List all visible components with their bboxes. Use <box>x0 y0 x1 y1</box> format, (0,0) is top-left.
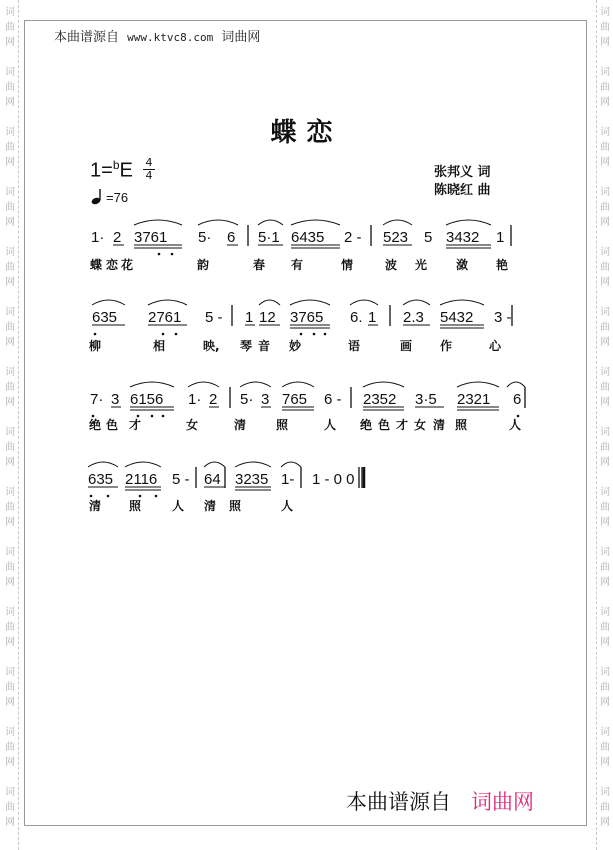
watermark-char: 曲 <box>5 22 15 33</box>
lyric-char: 有 <box>291 258 304 272</box>
octave-dot-below <box>175 333 178 336</box>
watermark-char: 词 <box>5 727 15 738</box>
lyric-char: 蝶 <box>90 258 103 272</box>
lyric-char: 照 <box>229 499 242 513</box>
note-0: 2 <box>113 229 122 246</box>
slur-arc <box>291 220 340 225</box>
lyric-char: 女 <box>414 418 427 432</box>
note-1: 1 <box>368 309 377 326</box>
watermark-char: 词 <box>5 787 15 798</box>
watermark-char: 曲 <box>600 322 610 333</box>
slur-arc <box>446 220 491 225</box>
watermark-char: 曲 <box>5 262 15 273</box>
note-2: 3·5 <box>415 391 437 408</box>
slur-arc <box>235 462 271 467</box>
watermark-char: 曲 <box>5 442 15 453</box>
watermark-char: 词 <box>600 367 610 378</box>
lyric-char: 光 <box>415 258 428 272</box>
watermark-char: 网 <box>5 517 15 528</box>
lyric-char: 画 <box>400 339 413 353</box>
watermark-char: 词 <box>5 7 15 18</box>
watermark-char: 曲 <box>5 322 15 333</box>
lyric-char: 波 <box>385 258 398 272</box>
watermark-char: 曲 <box>600 262 610 273</box>
watermark-char: 网 <box>5 157 15 168</box>
lyric-char: 清 <box>234 418 247 432</box>
slur-arc <box>259 300 280 305</box>
watermark-char: 词 <box>5 367 15 378</box>
lyric-char: 音 <box>258 339 271 353</box>
time-numerator: 4 <box>145 156 153 169</box>
lyric-char: 心 <box>489 339 502 353</box>
lyric-char: 语 <box>348 339 361 353</box>
slur-arc <box>281 462 301 467</box>
note-3: 1 - 0 0 <box>312 471 355 488</box>
octave-dot-below <box>324 333 327 336</box>
note-2: 5· <box>240 391 254 408</box>
watermark-char: 曲 <box>5 82 15 93</box>
footer-brand: 词曲网 <box>471 790 534 814</box>
slur-arc <box>92 300 125 305</box>
note-3: 2116 <box>125 471 158 488</box>
lyric-char: 琴 <box>240 339 253 353</box>
lyric-char: 人 <box>172 499 185 513</box>
watermark-char: 网 <box>5 37 15 48</box>
watermark-char: 曲 <box>600 562 610 573</box>
note-2: 3 <box>111 391 120 408</box>
lyric-char: 人 <box>509 418 522 432</box>
watermark-char: 网 <box>5 817 15 828</box>
note-2: 6 - <box>324 391 342 408</box>
note-1: 2.3 <box>403 309 424 326</box>
watermark-char: 词 <box>5 487 15 498</box>
watermark-char: 网 <box>5 757 15 768</box>
song-title: 蝶恋 <box>270 118 343 148</box>
lyric-char: 清 <box>204 499 217 513</box>
watermark-char: 词 <box>600 727 610 738</box>
lyric-char: 色 <box>106 418 119 432</box>
octave-dot-below <box>151 415 154 418</box>
note-2: 2 <box>209 391 218 408</box>
lyric-char: 花 <box>121 258 134 272</box>
octave-dot-below <box>107 495 110 498</box>
note-1: 3 - <box>494 309 512 326</box>
lyric-char: 人 <box>281 499 294 513</box>
watermark-char: 网 <box>5 577 15 588</box>
watermark-char: 网 <box>600 517 610 528</box>
watermark-char: 网 <box>600 817 610 828</box>
watermark-char: 曲 <box>600 22 610 33</box>
watermark-char: 曲 <box>5 502 15 513</box>
watermark-char: 词 <box>5 127 15 138</box>
watermark-char: 网 <box>600 757 610 768</box>
lyric-char: 柳 <box>89 339 102 353</box>
watermark-char: 词 <box>600 487 610 498</box>
watermark-char: 词 <box>600 607 610 618</box>
lyric-char: 作 <box>440 339 453 353</box>
lyric-char: 恋 <box>106 258 119 272</box>
note-1: 5 - <box>205 309 223 326</box>
watermark-char: 曲 <box>600 682 610 693</box>
lyric-char: 色 <box>378 418 391 432</box>
slur-arc <box>130 382 174 387</box>
note-3: 64 <box>204 471 221 488</box>
slur-arc <box>363 382 404 387</box>
watermark-char: 词 <box>600 787 610 798</box>
lyric-char: 女 <box>186 418 199 432</box>
octave-dot-below <box>300 333 303 336</box>
octave-dot-below <box>171 253 174 256</box>
note-0: 3432 <box>446 229 480 246</box>
note-1: 12 <box>259 309 276 326</box>
watermark-char: 词 <box>600 427 610 438</box>
watermark-char: 词 <box>5 427 15 438</box>
note-0: 1· <box>91 229 105 246</box>
slur-arc <box>134 220 182 225</box>
note-0: 523 <box>383 229 409 246</box>
watermark-char: 词 <box>5 307 15 318</box>
watermark-char: 曲 <box>5 382 15 393</box>
octave-dot-below <box>162 333 165 336</box>
note-0: 1 <box>496 229 505 246</box>
octave-dot-below <box>94 333 97 336</box>
watermark-char: 网 <box>600 637 610 648</box>
header-source-label: 本曲谱源自 <box>54 30 120 45</box>
lyricist-credit: 张邦义 词 <box>434 165 491 180</box>
watermark-char: 网 <box>5 457 15 468</box>
watermark-char: 曲 <box>5 562 15 573</box>
watermark-char: 词 <box>5 247 15 258</box>
lyric-char: 绝 <box>360 418 373 432</box>
note-0: 6435 <box>291 229 325 246</box>
note-2: 2321 <box>457 391 491 408</box>
footer-source-label: 本曲谱源自 <box>346 790 451 814</box>
watermark-char: 曲 <box>5 682 15 693</box>
watermark-char: 曲 <box>600 742 610 753</box>
slur-arc <box>188 382 219 387</box>
watermark-char: 网 <box>5 397 15 408</box>
lyric-char: 照 <box>276 418 289 432</box>
slur-arc <box>198 220 238 225</box>
watermark-char: 词 <box>600 7 610 18</box>
watermark-char: 网 <box>600 277 610 288</box>
watermark-char: 词 <box>600 307 610 318</box>
lyric-char: 艳 <box>496 258 509 272</box>
watermark-char: 曲 <box>600 142 610 153</box>
watermark-char: 词 <box>5 547 15 558</box>
watermark-char: 词 <box>600 247 610 258</box>
watermark-char: 词 <box>5 67 15 78</box>
watermark-char: 曲 <box>600 442 610 453</box>
octave-dot-below <box>155 495 158 498</box>
watermark-char: 曲 <box>600 382 610 393</box>
lyric-char: 潋 <box>456 258 469 272</box>
watermark-char: 曲 <box>5 742 15 753</box>
watermark-char: 网 <box>600 157 610 168</box>
slur-arc <box>258 220 283 225</box>
composer-credit: 陈晓红 曲 <box>434 183 491 198</box>
note-1: 6. <box>350 309 363 326</box>
lyric-char: 照 <box>455 418 468 432</box>
slur-arc <box>125 462 161 467</box>
watermark-char: 网 <box>600 37 610 48</box>
note-1: 5432 <box>440 309 474 326</box>
lyric-char: 照 <box>129 499 142 513</box>
note-2: 1· <box>188 391 202 408</box>
slur-arc <box>457 382 499 387</box>
header-site-name: 词曲网 <box>221 30 261 45</box>
slur-arc <box>240 382 271 387</box>
slur-arc <box>282 382 314 387</box>
key-flat: b <box>112 158 120 172</box>
watermark-char: 词 <box>600 667 610 678</box>
watermark-char: 网 <box>600 397 610 408</box>
note-2: 7· <box>90 391 104 408</box>
watermark-char: 网 <box>600 577 610 588</box>
watermark-char: 网 <box>600 457 610 468</box>
note-3: 5 - <box>172 471 190 488</box>
slur-arc <box>290 300 330 305</box>
watermark-char: 词 <box>600 127 610 138</box>
watermark-char: 网 <box>5 697 15 708</box>
watermark-char: 曲 <box>600 202 610 213</box>
note-2: 2352 <box>363 391 397 408</box>
watermark-char: 网 <box>5 277 15 288</box>
note-0: 3761 <box>134 229 168 246</box>
lyric-char: 情 <box>341 258 354 272</box>
lyric-char: 相 <box>153 339 166 353</box>
note-1: 635 <box>92 309 118 326</box>
note-2: 3 <box>261 391 270 408</box>
note-3: 1- <box>281 471 295 488</box>
note-2: 6156 <box>130 391 164 408</box>
tempo-value: =76 <box>106 190 129 205</box>
watermark-char: 网 <box>600 337 610 348</box>
slur-arc <box>403 300 430 305</box>
time-denominator: 4 <box>143 169 155 182</box>
note-1: 3765 <box>290 309 324 326</box>
slur-arc <box>440 300 484 305</box>
note-0: 2 - <box>344 229 362 246</box>
watermark-char: 词 <box>600 187 610 198</box>
note-3: 635 <box>88 471 114 488</box>
slur-arc <box>148 300 187 305</box>
note-2: 6 <box>513 391 522 408</box>
note-2: 765 <box>282 391 308 408</box>
note-1: 1 <box>245 309 254 326</box>
lyric-char: 绝 <box>89 418 102 432</box>
watermark-char: 网 <box>5 637 15 648</box>
note-0: 5 <box>424 229 433 246</box>
lyric-char: 清 <box>433 418 446 432</box>
watermark-char: 网 <box>600 217 610 228</box>
lyric-char: 才 <box>396 418 409 432</box>
header-url-link[interactable]: www.ktvc8.com <box>127 31 214 44</box>
watermark-char: 网 <box>5 337 15 348</box>
note-0: 5·1 <box>258 229 280 246</box>
slur-arc <box>507 382 525 387</box>
watermark-char: 词 <box>5 607 15 618</box>
watermark-char: 曲 <box>600 622 610 633</box>
octave-dot-below <box>162 415 165 418</box>
footer-source <box>346 786 534 816</box>
watermark-char: 网 <box>600 697 610 708</box>
watermark-char: 曲 <box>600 802 610 813</box>
octave-dot-below <box>158 253 161 256</box>
watermark-char: 曲 <box>5 202 15 213</box>
watermark-char: 曲 <box>5 622 15 633</box>
watermark-char: 网 <box>5 97 15 108</box>
watermark-char: 词 <box>600 67 610 78</box>
lyric-char: 清 <box>89 499 102 513</box>
watermark-char: 曲 <box>5 802 15 813</box>
watermark-char: 网 <box>600 97 610 108</box>
watermark-char: 词 <box>5 667 15 678</box>
lyric-char: 韵 <box>197 258 210 272</box>
watermark-char: 词 <box>5 187 15 198</box>
lyric-char: 人 <box>324 418 337 432</box>
note-0: 6 <box>227 229 236 246</box>
watermark-char: 曲 <box>5 142 15 153</box>
note-1: 2761 <box>148 309 182 326</box>
watermark-char: 词 <box>600 547 610 558</box>
slur-arc <box>204 462 225 467</box>
key-note: E <box>119 159 133 182</box>
slur-arc <box>383 220 412 225</box>
lyric-char: 妙 <box>289 339 302 353</box>
lyric-char: 春 <box>253 258 266 272</box>
watermark-char: 网 <box>5 217 15 228</box>
watermark-char: 曲 <box>600 502 610 513</box>
key-prefix: 1= <box>90 159 113 182</box>
slur-arc <box>88 462 118 467</box>
watermark-char: 曲 <box>600 82 610 93</box>
slur-arc <box>350 300 378 305</box>
octave-dot-below <box>313 333 316 336</box>
note-0: 5· <box>198 229 212 246</box>
lyric-char: 映, <box>203 339 220 353</box>
note-3: 3235 <box>235 471 269 488</box>
lyric-char: 才 <box>129 418 142 432</box>
